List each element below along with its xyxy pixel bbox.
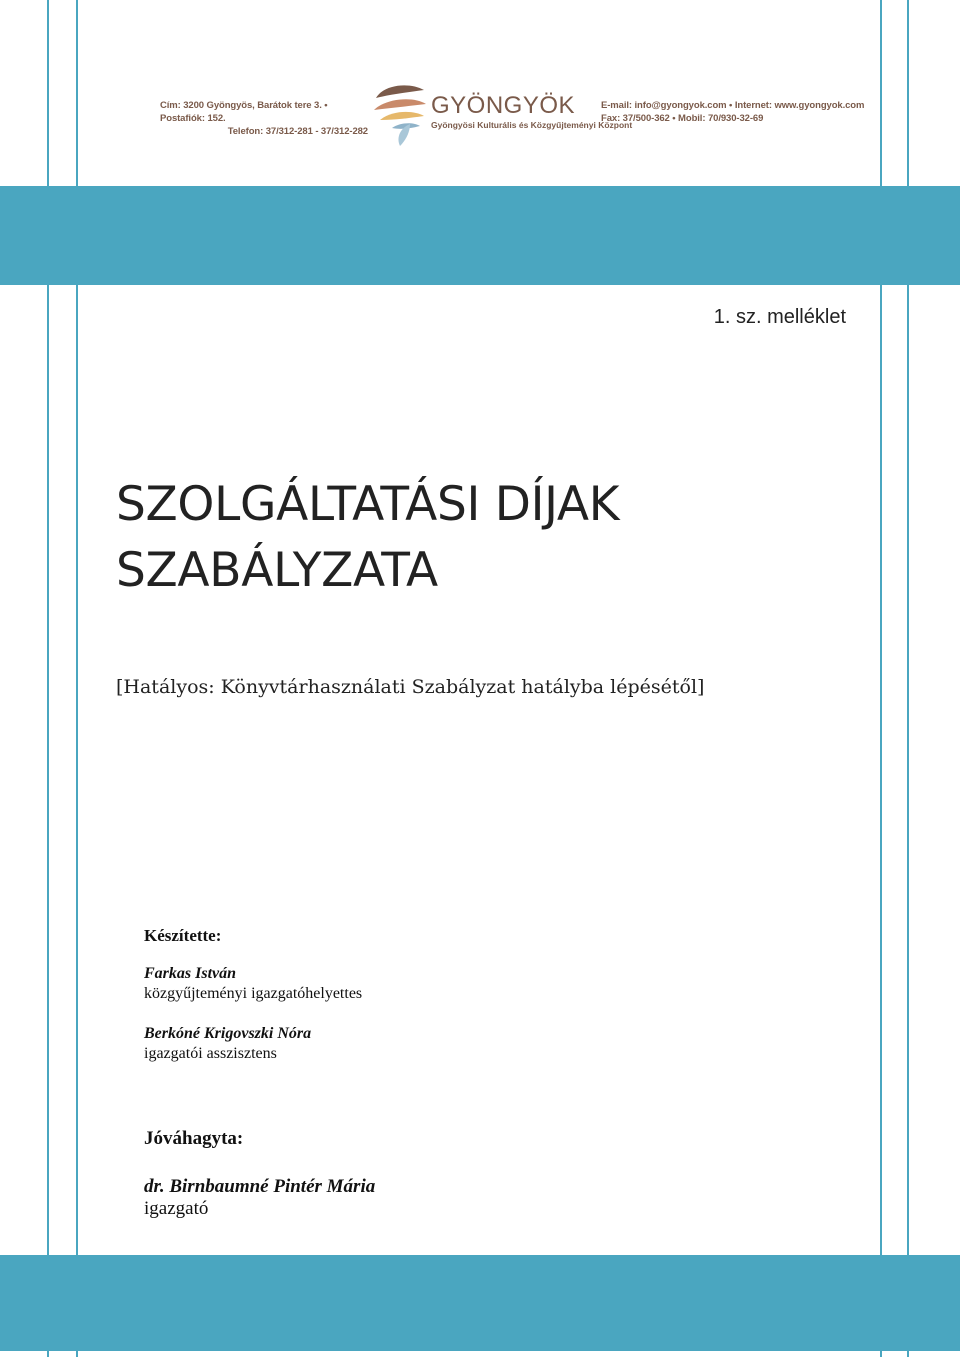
logo-wordmark: GYÖNGYÖK [431,92,576,119]
gyongyok-logo-icon [370,80,432,150]
effective-note: [Hatályos: Könyvtárhasználati Szabályzat hatályba lépésétől] [116,676,705,698]
preparer-role: közgyűjteményi igazgatóhelyettes [144,985,363,1002]
approved-label: Jóváhagyta: [144,1128,244,1149]
prepared-by-section [144,926,362,1064]
contact-line-2: Fax: 37/500-362 • Mobil: 70/930-32-69 [601,113,764,124]
approver-role: igazgató [144,1198,209,1219]
title-line-2: SZABÁLYZATA [116,543,438,598]
top-blue-band [0,186,960,285]
preparer-name: Berkóné Krigovszki Nóra [144,1025,312,1042]
bottom-blue-band [0,1255,960,1351]
preparer-name: Farkas István [144,965,237,982]
annex-label: 1. sz. melléklet [713,306,846,328]
approved-by-section [144,1128,375,1220]
prepared-label: Készítette: [144,926,222,945]
header-contact [601,99,864,125]
header-address [160,99,368,138]
logo-subtitle: Gyöngyösi Kulturális és Közgyűjteményi Központ [431,120,633,130]
document-title [116,472,619,604]
contact-line-1: E-mail: info@gyongyok.com • Internet: www.gyongyok.com [601,100,865,111]
title-line-1: SZOLGÁLTATÁSI DÍJAK [116,477,620,532]
address-line-2: Telefon: 37/312-281 - 37/312-282 [227,126,368,137]
preparer-role: igazgatói asszisztens [144,1045,277,1062]
address-line-1: Cím: 3200 Gyöngyös, Barátok tere 3. • Postafiók: 152. [160,100,328,124]
approver-name: dr. Birnbaumné Pintér Mária [144,1176,376,1197]
